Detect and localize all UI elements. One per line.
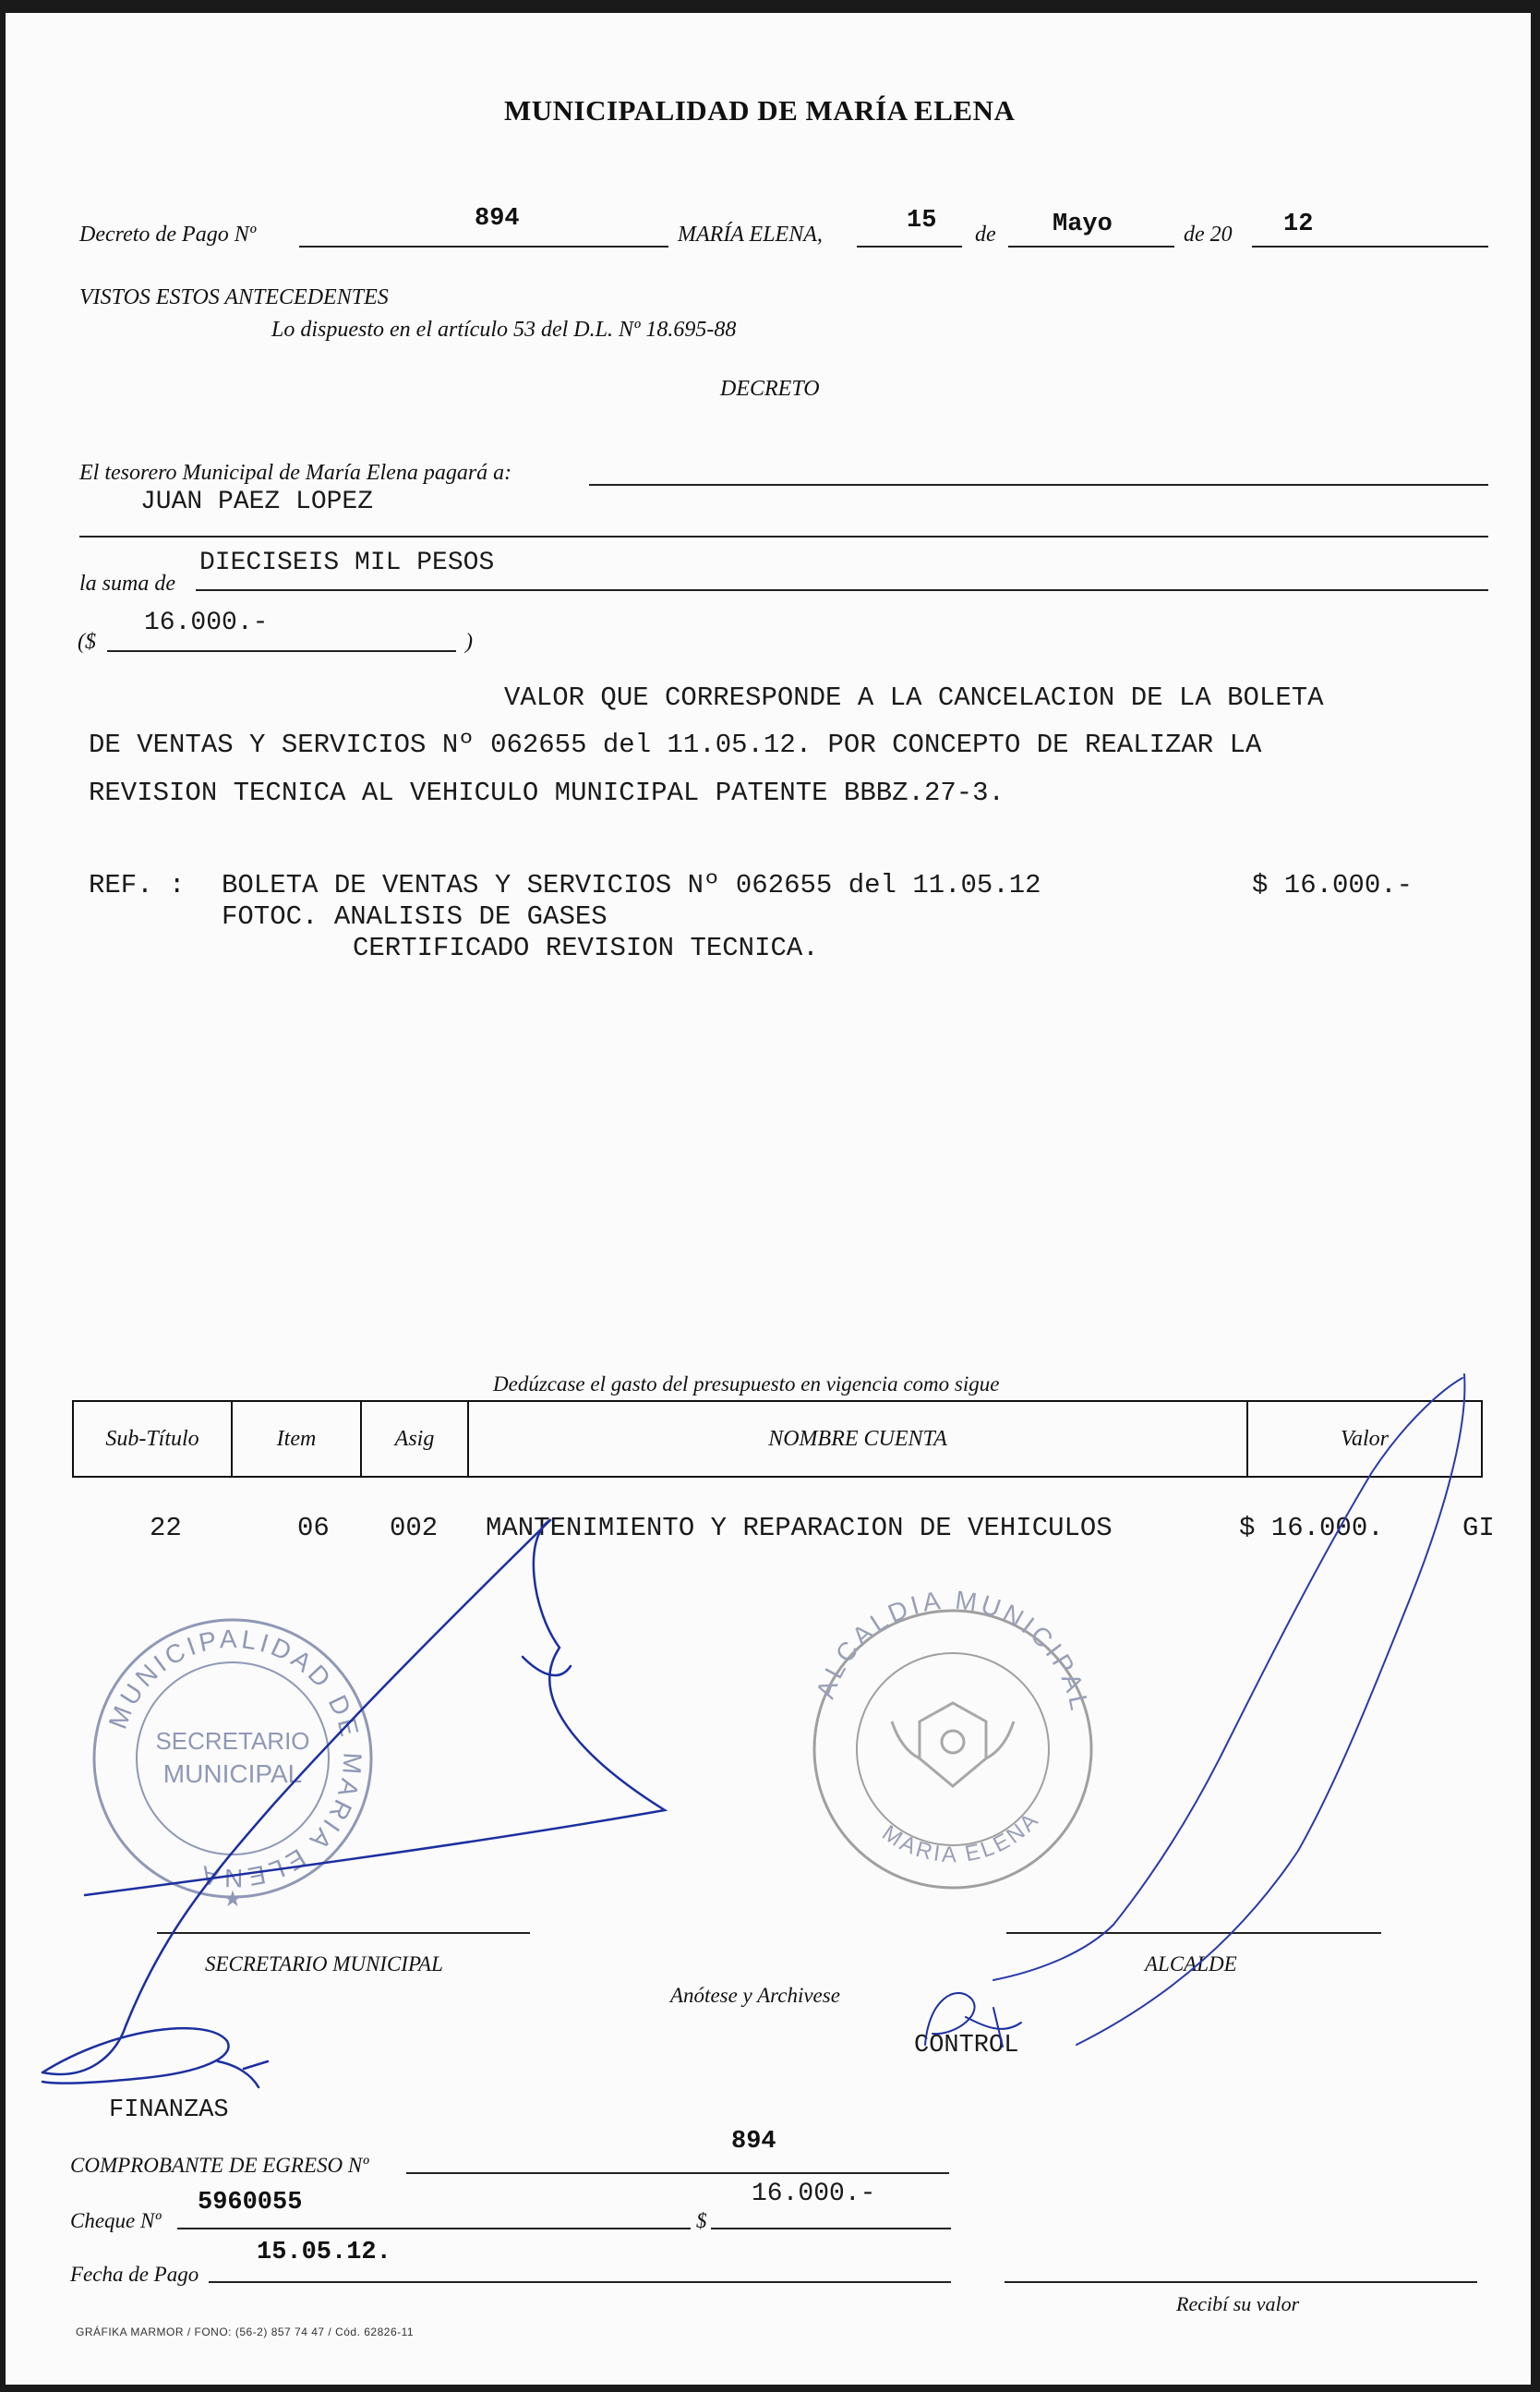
cheque-label: Cheque Nº [70, 2209, 162, 2232]
decreto-number: 894 [475, 205, 520, 233]
header-subtitulo: Sub-Título [74, 1402, 233, 1476]
decree-year: 12 [1283, 211, 1314, 238]
alcalde-signature [993, 1374, 1464, 2045]
page-title: MUNICIPALIDAD DE MARÍA ELENA [504, 94, 1016, 127]
printer-footer: GRÁFIKA MARMOR / FONO: (56-2) 857 74 47 / Cód. 62826-11 [76, 2326, 415, 2338]
anotese-label: Anótese y Archivese [670, 1984, 840, 2007]
header-valor: Valor [1340, 1426, 1389, 1451]
ref-line-3: CERTIFICADO REVISION TECNICA. [353, 933, 819, 963]
fecha-pago: 15.05.12. [257, 2239, 391, 2266]
vistos-text: VISTOS ESTOS ANTECEDENTES [79, 285, 389, 309]
cheque-number: 5960055 [198, 2189, 303, 2217]
row-cuenta: MANTENIMIENTO Y REPARACION DE VEHICULOS [486, 1513, 1113, 1543]
control-label: CONTROL [914, 2032, 1019, 2060]
comprobante-label: COMPROBANTE DE EGRESO Nº [70, 2154, 369, 2177]
ref-line-2: FOTOC. ANALISIS DE GASES [222, 901, 608, 932]
row-asig: 002 [390, 1513, 439, 1543]
amount-words: DIECISEIS MIL PESOS [199, 549, 495, 577]
secretaria-stamp-center-1: SECRETARIO [155, 1727, 310, 1755]
payee-name: JUAN PAEZ LOPEZ [140, 488, 374, 516]
header-asig: Asig [362, 1402, 469, 1476]
de-20-label: de 20 [1184, 223, 1233, 247]
finanzas-label: FINANZAS [109, 2096, 229, 2124]
secretario-label: SECRETARIO MUNICIPAL [205, 1952, 443, 1975]
alcalde-label: ALCALDE [1145, 1952, 1237, 1975]
decree-month: Mayo [1053, 211, 1113, 238]
decree-day: 15 [907, 207, 937, 235]
body-line-1: VALOR QUE CORRESPONDE A LA CANCELACION DE LA BOLETA [504, 683, 1324, 713]
secretaria-stamp-ring-text: MUNICIPALIDAD DE MARIA ELENA [102, 1624, 367, 1893]
ref-line-1: BOLETA DE VENTAS Y SERVICIOS Nº 062655 del 11.05.12 [222, 870, 1041, 900]
document-sheet [6, 13, 1531, 2385]
dispuesto-text: Lo dispuesto en el artículo 53 del D.L. Nº 18.695-88 [271, 318, 737, 342]
fecha-label: Fecha de Pago [70, 2263, 199, 2286]
recibi-label: Recibí su valor [1176, 2292, 1300, 2315]
control-signature [925, 1993, 1021, 2047]
star-icon: ★ [223, 1888, 243, 1912]
egreso-amount: 16.000.- [752, 2180, 876, 2208]
amount-close-paren: ) [465, 630, 473, 654]
row-subtitulo: 22 [150, 1513, 182, 1543]
row-extra: GI [1462, 1513, 1495, 1543]
row-valor: $ 16.000. [1239, 1513, 1384, 1543]
suma-label: la suma de [79, 572, 175, 596]
dollar-label: $ [696, 2209, 707, 2232]
place-label: MARÍA ELENA, [678, 223, 823, 247]
budget-caption: Dedúzcase el gasto del presupuesto en vigencia como sigue [493, 1372, 1000, 1395]
finanzas-signature [42, 2028, 268, 2087]
payee-label: El tesorero Municipal de María Elena pagará a: [79, 461, 512, 485]
decreto-heading: DECRETO [720, 377, 820, 401]
decreto-label: Decreto de Pago Nº [79, 223, 257, 247]
ref-label: REF. : [89, 870, 186, 900]
alcaldia-stamp-ring-text: ALCALDIA MUNICIPAL [811, 1585, 1095, 1717]
alcaldia-stamp-bottom-text: MARIA ELENA [877, 1806, 1045, 1868]
amount-open-paren: ($ [78, 630, 96, 654]
secretaria-stamp-center-2: MUNICIPAL [162, 1759, 303, 1788]
egreso-number: 894 [731, 2128, 776, 2156]
header-item: Item [233, 1402, 362, 1476]
body-line-2: DE VENTAS Y SERVICIOS Nº 062655 del 11.05.12. POR CONCEPTO DE REALIZAR LA [89, 730, 1262, 760]
row-item: 06 [297, 1513, 330, 1543]
signatures-layer [6, 13, 1531, 2385]
de-label: de [975, 223, 996, 247]
amount-number: 16.000.- [144, 609, 269, 637]
header-nombre-cuenta: NOMBRE CUENTA [469, 1402, 1248, 1476]
secretario-signature [42, 1520, 665, 2074]
ref-line-1-amount: $ 16.000.- [1252, 870, 1414, 900]
body-line-3: REVISION TECNICA AL VEHICULO MUNICIPAL PATENTE BBBZ.27-3. [89, 778, 1005, 808]
